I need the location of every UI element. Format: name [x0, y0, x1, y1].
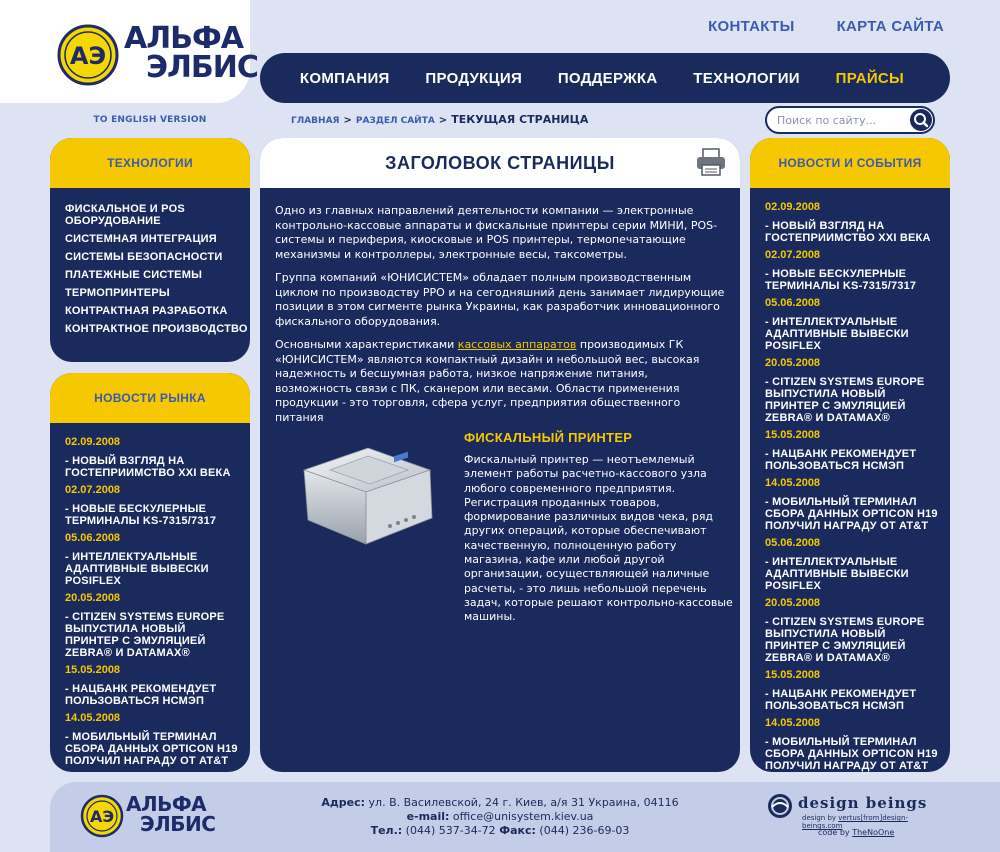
search-box — [765, 106, 935, 134]
email-line — [290, 810, 710, 824]
search-input[interactable] — [777, 112, 902, 129]
news-date: 05.06.2008 — [765, 297, 821, 309]
news-date: 02.09.2008 — [765, 201, 821, 213]
breadcrumb — [291, 113, 588, 126]
technologies-menu — [50, 188, 250, 335]
designer-email-link[interactable]: vertus[from]design-beings.com — [802, 814, 908, 830]
breadcrumb-current: ТЕКУЩАЯ СТРАНИЦА — [451, 113, 589, 126]
breadcrumb-sep: > — [438, 115, 448, 126]
breadcrumb-home[interactable]: ГЛАВНАЯ — [291, 116, 340, 126]
logo-text — [124, 21, 258, 85]
technologies-title: ТЕХНОЛОГИИ — [50, 138, 250, 188]
address-value: ул. В. Василевской, 24 г. Киев, а/я 31 Украина, 04116 — [368, 796, 679, 809]
design-by-prefix: design by — [802, 814, 837, 822]
footer-logo-text — [126, 794, 215, 834]
news-link[interactable]: - НАЦБАНК РЕКОМЕНДУЕТ ПОЛЬЗОВАТЬСЯ НСМЭП — [765, 688, 917, 712]
site-logo[interactable] — [56, 21, 258, 88]
nav-technologies[interactable]: ТЕХНОЛОГИИ — [693, 69, 800, 87]
news-date: 02.07.2008 — [765, 249, 821, 261]
news-link[interactable]: - CITIZEN SYSTEMS EUROPE ВЫПУСТИЛА НОВЫЙ ПРИНТЕР С ЭМУЛЯЦИЕЙ ZEBRA® И DATAMAX® — [765, 616, 925, 664]
logo-line2: ЭЛБИС — [146, 50, 258, 85]
market-news-list — [50, 423, 250, 767]
news-link[interactable]: - МОБИЛЬНЫЙ ТЕРМИНАЛ СБОРА ДАННЫХ OPTICON H19 ПОЛУЧИЛ НАГРАДУ ОТ AT&T — [765, 736, 938, 772]
news-link[interactable]: - ИНТЕЛЛЕКТУАЛЬНЫЕ АДАПТИВНЫЕ ВЫВЕСКИ POSIFLEX — [65, 551, 209, 587]
fax-label: Факс: — [499, 824, 536, 837]
breadcrumb-section[interactable]: РАЗДЕЛ САЙТА — [355, 116, 435, 126]
news-link[interactable]: - НОВЫЙ ВЗГЛЯД НА ГОСТЕПРИИМСТВО XXI ВЕКА — [765, 220, 931, 244]
paragraph-3-end: производимых ГК «ЮНИСИСТЕМ» являются компактный дизайн и небольшой вес, высокая надежность и бесшумная работа, низкое напряжение питания, возможность связи с ПК, сканером или весами. Области применения продукции - это торговля, сфера услуг, предприятия общественного питания — [275, 338, 700, 424]
tech-item-integration[interactable]: СИСТЕМНАЯ ИНТЕГРАЦИЯ — [65, 233, 217, 245]
phone-value: (044) 537-34-72 — [405, 824, 496, 837]
news-link[interactable]: - CITIZEN SYSTEMS EUROPE ВЫПУСТИЛА НОВЫЙ ПРИНТЕР С ЭМУЛЯЦИЕЙ ZEBRA® И DATAMAX® — [65, 611, 225, 659]
cash-registers-link[interactable]: кассовых аппаратов — [457, 338, 577, 351]
market-news-box — [50, 373, 250, 772]
email-label: e-mail: — [406, 810, 450, 823]
news-date: 15.05.2008 — [765, 669, 821, 681]
news-events-box — [750, 138, 950, 772]
news-link[interactable]: - НОВЫЙ ВЗГЛЯД НА ГОСТЕПРИИМСТВО XXI ВЕКА — [65, 455, 231, 479]
news-date: 14.05.2008 — [765, 477, 821, 489]
magnifier-icon — [910, 109, 932, 131]
fiscal-printer-image — [290, 440, 440, 550]
tech-item-fiscal[interactable]: ФИСКАЛЬНОЕ И POS ОБОРУДОВАНИЕ — [65, 203, 185, 227]
phone-label: Тел.: — [370, 824, 403, 837]
search-button[interactable] — [910, 109, 932, 131]
news-date: 20.05.2008 — [765, 357, 821, 369]
contacts-link[interactable]: КОНТАКТЫ — [708, 18, 795, 35]
news-date: 02.07.2008 — [65, 484, 121, 496]
page-title-bar — [260, 138, 740, 188]
footer-logo-line1: АЛЬФА — [126, 792, 207, 816]
design-beings-name[interactable]: design beings — [798, 794, 928, 812]
svg-text:АЭ: АЭ — [69, 42, 107, 70]
nav-prices[interactable]: ПРАЙСЫ — [835, 69, 905, 87]
code-by-line — [818, 828, 894, 837]
paragraph-3-start: Основными характеристиками — [275, 338, 458, 351]
news-date: 05.06.2008 — [765, 537, 821, 549]
tech-item-security[interactable]: СИСТЕМЫ БЕЗОПАСНОСТИ — [65, 251, 223, 263]
footer-logo-mark-icon — [80, 792, 126, 840]
email-link[interactable]: office@unisystem.kiev.ua — [452, 810, 594, 823]
market-news-title: НОВОСТИ РЫНКА — [50, 373, 250, 423]
news-date: 15.05.2008 — [765, 429, 821, 441]
news-date: 14.05.2008 — [765, 717, 821, 729]
top-links — [708, 18, 944, 40]
coder-link[interactable]: TheNoOne — [852, 828, 895, 837]
paragraph-3 — [275, 338, 728, 425]
main-nav — [260, 53, 950, 103]
nav-products[interactable]: ПРОДУКЦИЯ — [425, 69, 523, 87]
breadcrumb-sep: > — [343, 115, 352, 126]
fiscal-printer-title: ФИСКАЛЬНЫЙ ПРИНТЕР — [464, 430, 633, 445]
printer-icon[interactable] — [696, 148, 726, 176]
news-link[interactable]: - НОВЫЕ БЕСКУЛЕРНЫЕ ТЕРМИНАЛЫ KS-7315/7317 — [65, 503, 217, 527]
designer-credit — [766, 792, 936, 847]
code-by-prefix: code by — [818, 828, 850, 837]
logo-mark-icon — [56, 22, 124, 88]
tech-item-contract-dev[interactable]: КОНТРАКТНАЯ РАЗРАБОТКА — [65, 305, 228, 317]
paragraph-2: Группа компаний «ЮНИСИСТЕМ» обладает полным производственным циклом по производству РРО и на сегодняшний день занимает лидирующие позиции в этом сигменте рынка Украины, как разработчик инновационного фискального оборудования. — [275, 271, 725, 328]
news-date: 05.06.2008 — [65, 532, 121, 544]
news-events-title: НОВОСТИ И СОБЫТИЯ — [750, 138, 950, 188]
design-beings-logo-icon[interactable] — [766, 792, 794, 820]
article-body — [260, 188, 740, 425]
news-link[interactable]: - НАЦБАНК РЕКОМЕНДУЕТ ПОЛЬЗОВАТЬСЯ НСМЭП — [65, 683, 217, 707]
tech-item-payment[interactable]: ПЛАТЕЖНЫЕ СИСТЕМЫ — [65, 269, 203, 281]
footer-logo[interactable] — [80, 792, 230, 842]
news-date: 15.05.2008 — [65, 664, 121, 676]
news-events-list — [750, 188, 950, 772]
contact-info — [290, 796, 710, 838]
news-date: 02.09.2008 — [65, 436, 121, 448]
address-label: Адрес: — [321, 796, 366, 809]
fiscal-printer-text: Фискальный принтер — неотъемлемый элемент работы расчетно-кассового узла любого современного предприятия. Регистрация проданных товаров, формирование различных видов чека, ряд других операций, которые обеспечивают качественную, полноценную работу магазина, кафе или любой другой организации, осуществляющей наличные расчеты, - это лишь небольшой перечень задач, которые решают контрольно-кассовые машины. — [464, 453, 733, 624]
footer-logo-line2: ЭЛБИС — [140, 812, 216, 836]
news-link[interactable]: - МОБИЛЬНЫЙ ТЕРМИНАЛ СБОРА ДАННЫХ OPTICON H19 ПОЛУЧИЛ НАГРАДУ ОТ AT&T — [765, 496, 938, 532]
english-version-link[interactable]: TO ENGLISH VERSION — [93, 115, 207, 125]
news-date: 20.05.2008 — [65, 592, 121, 604]
news-link[interactable]: - ИНТЕЛЛЕКТУАЛЬНЫЕ АДАПТИВНЫЕ ВЫВЕСКИ POSIFLEX — [765, 556, 909, 592]
nav-company[interactable]: КОМПАНИЯ — [299, 69, 390, 87]
news-date: 20.05.2008 — [765, 597, 821, 609]
svg-text:АЭ: АЭ — [89, 807, 115, 826]
news-link[interactable]: - CITIZEN SYSTEMS EUROPE ВЫПУСТИЛА НОВЫЙ ПРИНТЕР С ЭМУЛЯЦИЕЙ ZEBRA® И DATAMAX® — [765, 376, 925, 424]
sitemap-link[interactable]: КАРТА САЙТА — [836, 18, 944, 35]
news-link[interactable]: - НОВЫЕ БЕСКУЛЕРНЫЕ ТЕРМИНАЛЫ KS-7315/7317 — [765, 268, 917, 292]
technologies-box — [50, 138, 250, 362]
tech-item-thermoprinters[interactable]: ТЕРМОПРИНТЕРЫ — [65, 287, 170, 299]
logo-line1: АЛЬФА — [124, 21, 243, 56]
news-link[interactable]: - НАЦБАНК РЕКОМЕНДУЕТ ПОЛЬЗОВАТЬСЯ НСМЭП — [765, 448, 917, 472]
news-date: 14.05.2008 — [65, 712, 121, 724]
address-line — [290, 796, 710, 810]
news-link[interactable]: - МОБИЛЬНЫЙ ТЕРМИНАЛ СБОРА ДАННЫХ OPTICON H19 ПОЛУЧИЛ НАГРАДУ ОТ AT&T — [65, 731, 238, 767]
fax-value: (044) 236-69-03 — [539, 824, 630, 837]
page-title: ЗАГОЛОВОК СТРАНИЦЫ — [385, 152, 615, 173]
phone-line — [290, 824, 710, 838]
tech-item-contract-prod[interactable]: КОНТРАКТНОЕ ПРОИЗВОДСТВО — [65, 323, 248, 335]
news-link[interactable]: - ИНТЕЛЛЕКТУАЛЬНЫЕ АДАПТИВНЫЕ ВЫВЕСКИ POSIFLEX — [765, 316, 909, 352]
nav-support[interactable]: ПОДДЕРЖКА — [557, 69, 658, 87]
paragraph-1: Одно из главных направлений деятельности компании — электронные контрольно-кассовые аппараты и фискальные принтеры серии МИНИ, POS-системы и периферия, киосковые и POS принтеры, термопечатающие механизмы и контроллеры, электронные весы, таксометры. — [275, 204, 718, 261]
